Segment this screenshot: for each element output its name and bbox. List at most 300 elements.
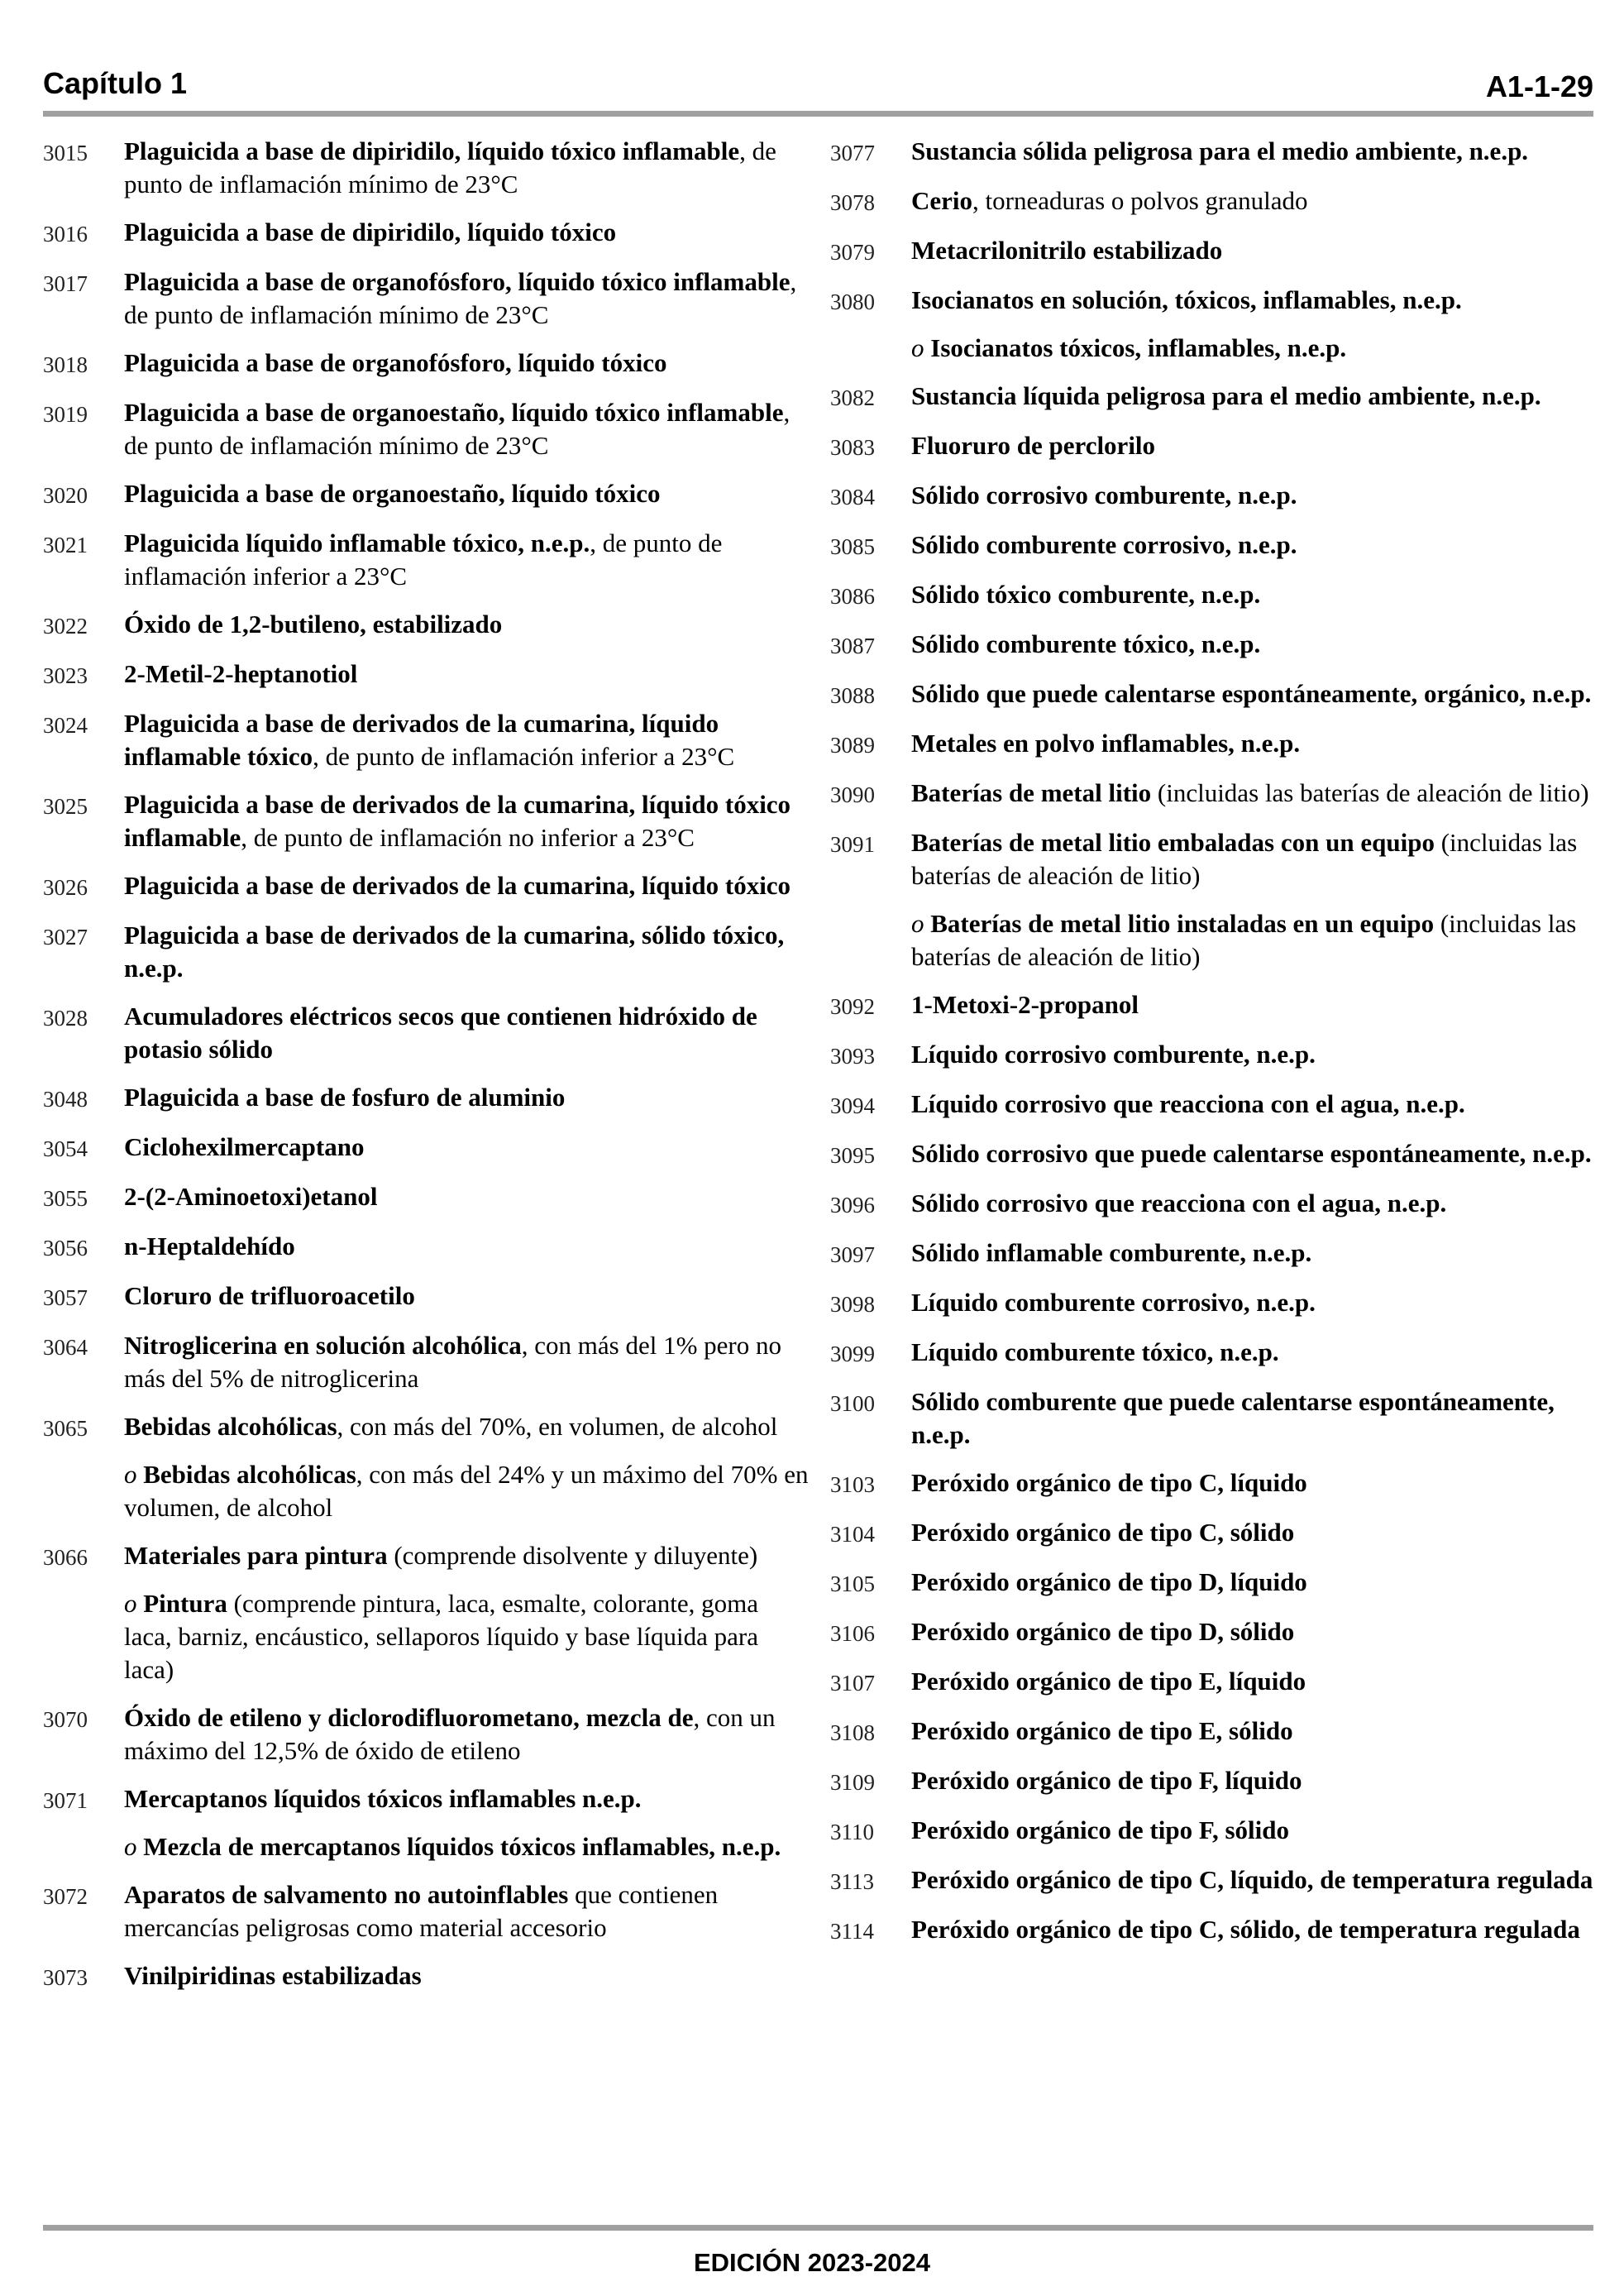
- entry-main-text: [911, 1088, 1593, 1121]
- un-number: 3113: [830, 1869, 874, 1894]
- entry-main-text: [911, 1286, 1593, 1319]
- entry-description: [124, 658, 812, 691]
- un-number: 3093: [830, 1044, 875, 1069]
- un-number: 3090: [830, 782, 875, 807]
- entry-name: Plaguicida a base de organoestaño, líquido tóxico inflamable: [124, 398, 784, 427]
- entry-main-text: [911, 677, 1593, 710]
- entry-main-text: [911, 529, 1593, 562]
- entry-description: [124, 1131, 812, 1164]
- un-entry: [830, 777, 1593, 811]
- entry-description: [911, 1385, 1593, 1452]
- un-entry: [43, 608, 812, 643]
- entry-text: (incluidas las baterías de aleación de litio): [911, 828, 1578, 890]
- un-entry: [830, 727, 1593, 762]
- un-number: 3091: [830, 832, 875, 857]
- entry-main-text: [911, 380, 1593, 413]
- un-entry: [830, 284, 1593, 365]
- un-number: 3092: [830, 994, 875, 1019]
- entry-name: Sólido inflamable comburente, n.e.p.: [911, 1238, 1312, 1267]
- entry-description: [911, 677, 1593, 710]
- entry-description: [124, 1959, 812, 1992]
- un-number: 3016: [43, 222, 88, 246]
- un-number: 3026: [43, 875, 88, 900]
- entry-description: [124, 396, 812, 462]
- entry-main-text: [124, 1701, 812, 1767]
- entry-main-text: [911, 777, 1593, 810]
- un-entry: [830, 1137, 1593, 1172]
- un-number: 3015: [43, 141, 88, 165]
- entry-main-text: [911, 727, 1593, 760]
- entry-name: Sólido tóxico comburente, n.e.p.: [911, 580, 1261, 609]
- entry-main-text: [911, 135, 1593, 168]
- un-number: 3087: [830, 634, 875, 658]
- entry-name: Metales en polvo inflamables, n.e.p.: [911, 729, 1301, 758]
- un-number: 3099: [830, 1342, 875, 1366]
- entry-description: [911, 1187, 1593, 1220]
- un-number: 3071: [43, 1788, 88, 1813]
- un-entry: [830, 1038, 1593, 1073]
- un-entry: [43, 1131, 812, 1165]
- alt-prefix: o: [124, 1832, 144, 1861]
- entry-name: Bebidas alcohólicas: [124, 1412, 337, 1441]
- entry-main-text: [911, 479, 1593, 512]
- un-entry: [43, 1329, 812, 1395]
- un-number: 3048: [43, 1087, 88, 1112]
- entry-name: Cloruro de trifluoroacetilo: [124, 1281, 415, 1310]
- entry-main-text: [911, 1336, 1593, 1369]
- page-header: [43, 60, 1593, 109]
- un-number: 3103: [830, 1472, 875, 1497]
- un-entry: [43, 396, 812, 462]
- entry-name: Plaguicida a base de derivados de la cumarina, sólido tóxico, n.e.p.: [124, 921, 785, 983]
- entry-name: 2-Metil-2-heptanotiol: [124, 659, 358, 688]
- entry-name: Sólido que puede calentarse espontáneamente, orgánico, n.e.p.: [911, 679, 1592, 708]
- un-entry: [830, 1286, 1593, 1321]
- un-number: 3080: [830, 289, 875, 314]
- entry-name: Plaguicida líquido inflamable tóxico, n.e.p.: [124, 529, 590, 557]
- entry-main-text: [124, 1280, 812, 1313]
- un-number: 3020: [43, 483, 88, 508]
- un-entry: [43, 1782, 812, 1863]
- entry-main-text: [911, 1665, 1593, 1698]
- entry-text: , con más del 24% y un máximo del 70% en volumen, de alcohol: [124, 1460, 809, 1522]
- entry-description: [124, 788, 812, 854]
- entry-main-text: [911, 1137, 1593, 1170]
- entry-main-text: [124, 608, 812, 641]
- entry-name: Aparatos de salvamento no autoinflables: [124, 1880, 569, 1909]
- entry-description: [911, 1764, 1593, 1797]
- entry-main-text: [911, 1385, 1593, 1452]
- entry-description: [124, 919, 812, 985]
- entry-main-text: [124, 919, 812, 985]
- entry-name: Mercaptanos líquidos tóxicos inflamables n.e.p.: [124, 1784, 642, 1813]
- entry-description: [911, 1466, 1593, 1500]
- entry-main-text: [124, 216, 812, 249]
- entry-main-text: [124, 1539, 812, 1572]
- entry-name: Peróxido orgánico de tipo F, sólido: [911, 1815, 1289, 1844]
- entry-text: , torneaduras o polvos granulado: [972, 186, 1308, 215]
- un-entry: [43, 658, 812, 692]
- un-entry: [830, 1814, 1593, 1849]
- entry-description: [911, 1236, 1593, 1270]
- entry-description: [911, 1715, 1593, 1748]
- un-number: 3054: [43, 1136, 88, 1161]
- entry-main-text: [911, 988, 1593, 1021]
- un-number: 3024: [43, 713, 88, 738]
- entry-name: Óxido de etileno y diclorodifluorometano, mezcla de: [124, 1703, 694, 1732]
- un-number: 3088: [830, 683, 875, 708]
- entry-description: [911, 1863, 1593, 1897]
- entry-name: Sustancia sólida peligrosa para el medio ambiente, n.e.p.: [911, 136, 1529, 165]
- un-entry: [43, 1410, 812, 1524]
- un-number: 3105: [830, 1571, 875, 1596]
- entry-main-text: [124, 1782, 812, 1815]
- un-number: 3096: [830, 1193, 875, 1217]
- entry-main-text: [124, 135, 812, 201]
- entry-text: (incluidas las baterías de aleación de litio): [911, 909, 1577, 971]
- un-number: 3094: [830, 1093, 875, 1118]
- un-number: 3021: [43, 533, 88, 557]
- un-entry: [43, 216, 812, 251]
- entry-name: Líquido comburente tóxico, n.e.p.: [911, 1337, 1279, 1366]
- entry-name: Peróxido orgánico de tipo F, líquido: [911, 1766, 1302, 1795]
- un-number: 3095: [830, 1143, 875, 1168]
- entry-description: [911, 284, 1593, 365]
- un-entry: [43, 135, 812, 201]
- un-number: 3089: [830, 733, 875, 758]
- un-number: 3097: [830, 1242, 875, 1267]
- entry-name: Isocianatos tóxicos, inflamables, n.e.p.: [930, 333, 1347, 362]
- un-number: 3072: [43, 1884, 88, 1909]
- entry-main-text: [124, 1230, 812, 1263]
- entry-description: [124, 608, 812, 641]
- entry-main-text: [911, 578, 1593, 611]
- alt-prefix: o: [124, 1460, 144, 1489]
- entry-name: Líquido corrosivo comburente, n.e.p.: [911, 1040, 1316, 1069]
- entry-main-text: [911, 1913, 1593, 1946]
- un-entry: [830, 1863, 1593, 1898]
- un-entry: [43, 788, 812, 854]
- un-number: 3018: [43, 352, 88, 377]
- alt-prefix: o: [911, 333, 931, 362]
- entry-text: , de punto de inflamación mínimo de 23°C: [124, 398, 791, 460]
- alt-prefix: o: [911, 909, 931, 938]
- entry-main-text: [911, 234, 1593, 267]
- entry-name: Peróxido orgánico de tipo D, líquido: [911, 1567, 1307, 1596]
- entry-description: [911, 1913, 1593, 1946]
- un-number: 3109: [830, 1770, 875, 1795]
- un-entry: [830, 1336, 1593, 1370]
- un-entry: [43, 477, 812, 512]
- entry-main-text: [124, 658, 812, 691]
- un-number: 3082: [830, 385, 875, 410]
- un-number: 3066: [43, 1545, 88, 1570]
- un-entry: [830, 135, 1593, 170]
- entry-name: Bebidas alcohólicas: [143, 1460, 356, 1489]
- un-number: 3085: [830, 534, 875, 559]
- entry-description: [124, 1878, 812, 1944]
- entry-name: Baterías de metal litio: [911, 778, 1152, 807]
- entry-description: [124, 1280, 812, 1313]
- entry-main-text: [911, 1516, 1593, 1549]
- entry-description: [124, 265, 812, 332]
- un-entry: [830, 628, 1593, 662]
- entry-name: Peróxido orgánico de tipo C, sólido, de temperatura regulada: [911, 1915, 1580, 1944]
- entry-name: Peróxido orgánico de tipo C, sólido: [911, 1518, 1295, 1547]
- entry-name: Plaguicida a base de organofósforo, líquido tóxico: [124, 348, 667, 377]
- un-number: 3023: [43, 663, 88, 688]
- entry-description: [911, 1286, 1593, 1319]
- un-entry: [830, 1385, 1593, 1452]
- entry-main-text: [124, 1959, 812, 1992]
- entry-name: Plaguicida a base de derivados de la cumarina, líquido tóxico: [124, 871, 791, 900]
- un-entry: [830, 1615, 1593, 1650]
- entry-description: [911, 380, 1593, 413]
- entry-main-text: [911, 826, 1593, 892]
- un-number: 3022: [43, 614, 88, 639]
- entry-name: Plaguicida a base de fosfuro de aluminio: [124, 1083, 566, 1112]
- entry-description: [124, 1230, 812, 1263]
- entry-name: Sólido corrosivo comburente, n.e.p.: [911, 481, 1297, 509]
- entry-name: Sólido comburente tóxico, n.e.p.: [911, 629, 1261, 658]
- entry-description: [911, 988, 1593, 1021]
- un-number: 3056: [43, 1236, 88, 1260]
- entry-description: [911, 1814, 1593, 1847]
- entry-description: [911, 1615, 1593, 1648]
- un-number: 3027: [43, 925, 88, 949]
- entry-name: n-Heptaldehído: [124, 1232, 295, 1260]
- entry-main-text: [911, 429, 1593, 462]
- un-entry: [830, 1516, 1593, 1551]
- entry-main-text: [911, 1236, 1593, 1270]
- entry-description: [911, 777, 1593, 810]
- entry-name: Isocianatos en solución, tóxicos, inflamables, n.e.p.: [911, 285, 1462, 314]
- un-entry: [830, 1913, 1593, 1948]
- entry-description: [124, 216, 812, 249]
- entry-main-text: [124, 1878, 812, 1944]
- un-number: 3065: [43, 1416, 88, 1441]
- entry-main-text: [911, 1715, 1593, 1748]
- entry-text: , con más del 70%, en volumen, de alcohol: [337, 1412, 778, 1441]
- entry-description: [911, 628, 1593, 661]
- right-column: [830, 135, 1593, 1963]
- entry-description: [911, 578, 1593, 611]
- un-number: 3086: [830, 584, 875, 609]
- un-number: 3028: [43, 1006, 88, 1031]
- un-entry: [43, 347, 812, 381]
- entry-name: Plaguicida a base de dipiridilo, líquido tóxico inflamable: [124, 136, 740, 165]
- entry-name: Sólido comburente corrosivo, n.e.p.: [911, 530, 1297, 559]
- entry-description: [911, 1566, 1593, 1599]
- entry-description: [911, 184, 1593, 218]
- entry-main-text: [124, 788, 812, 854]
- un-entry: [43, 1081, 812, 1116]
- entry-name: Sólido corrosivo que puede calentarse espontáneamente, n.e.p.: [911, 1139, 1592, 1168]
- un-number: 3107: [830, 1671, 875, 1696]
- entry-text: que contienen mercancías peligrosas como material accesorio: [124, 1880, 719, 1942]
- entry-name: Mezcla de mercaptanos líquidos tóxicos inflamables, n.e.p.: [143, 1832, 781, 1861]
- entry-description: [911, 234, 1593, 267]
- entry-text: (comprende pintura, laca, esmalte, colorante, goma laca, barniz, encáustico, sellaporos líquido y base líquida para laca): [124, 1589, 758, 1684]
- entry-alternative: [911, 332, 1593, 365]
- entry-name: Peróxido orgánico de tipo C, líquido: [911, 1468, 1307, 1497]
- entry-name: Vinilpiridinas estabilizadas: [124, 1961, 422, 1990]
- entry-description: [124, 1329, 812, 1395]
- un-number: 3070: [43, 1707, 88, 1732]
- entry-name: Peróxido orgánico de tipo E, sólido: [911, 1716, 1293, 1745]
- entry-name: 2-(2-Aminoetoxi)etanol: [124, 1182, 378, 1211]
- entry-name: 1-Metoxi-2-propanol: [911, 990, 1139, 1019]
- un-entry: [830, 1566, 1593, 1600]
- entry-name: Materiales para pintura: [124, 1541, 388, 1570]
- entry-name: Sólido comburente que puede calentarse espontáneamente, n.e.p.: [911, 1387, 1555, 1449]
- entry-text: , de punto de inflamación mínimo de 23°C: [124, 136, 776, 199]
- entry-description: [911, 529, 1593, 562]
- un-entry: [43, 919, 812, 985]
- entry-description: [911, 826, 1593, 973]
- entry-main-text: [124, 265, 812, 332]
- un-entry: [830, 479, 1593, 514]
- entry-main-text: [124, 707, 812, 773]
- un-entry: [830, 677, 1593, 712]
- entry-name: Líquido corrosivo que reacciona con el agua, n.e.p.: [911, 1089, 1465, 1118]
- entry-text: (comprende disolvente y diluyente): [387, 1541, 758, 1570]
- entry-name: Plaguicida a base de organofósforo, líquido tóxico inflamable: [124, 267, 791, 296]
- entry-description: [124, 477, 812, 510]
- entry-main-text: [124, 1131, 812, 1164]
- entry-alternative: [911, 907, 1593, 973]
- entry-alternative: [124, 1458, 812, 1524]
- page-number: A1-1-29: [1485, 69, 1593, 103]
- entry-name: Fluoruro de perclorilo: [911, 431, 1156, 460]
- entry-name: Sólido corrosivo que reacciona con el agua, n.e.p.: [911, 1189, 1447, 1217]
- un-number: 3017: [43, 271, 88, 296]
- un-entry: [830, 826, 1593, 973]
- entry-description: [911, 429, 1593, 462]
- entry-main-text: [911, 1764, 1593, 1797]
- entry-description: [911, 1137, 1593, 1170]
- entry-description: [124, 1539, 812, 1686]
- entry-name: Líquido comburente corrosivo, n.e.p.: [911, 1288, 1316, 1317]
- un-entry: [830, 1187, 1593, 1222]
- entry-main-text: [124, 477, 812, 510]
- un-entry: [830, 429, 1593, 464]
- entry-name: Óxido de 1,2-butileno, estabilizado: [124, 610, 503, 639]
- un-entry: [830, 1466, 1593, 1501]
- entry-main-text: [911, 1566, 1593, 1599]
- entry-description: [124, 1701, 812, 1767]
- entry-main-text: [911, 1615, 1593, 1648]
- un-number: 3025: [43, 794, 88, 819]
- un-entry: [830, 184, 1593, 219]
- entry-description: [124, 707, 812, 773]
- entry-name: Plaguicida a base de dipiridilo, líquido tóxico: [124, 218, 617, 246]
- entry-main-text: [911, 1466, 1593, 1500]
- entry-name: Pintura: [143, 1589, 227, 1618]
- un-entry: [43, 1539, 812, 1686]
- entry-name: Baterías de metal litio instaladas en un equipo: [930, 909, 1435, 938]
- entry-description: [911, 135, 1593, 168]
- un-number: 3100: [830, 1391, 875, 1416]
- entry-description: [124, 1081, 812, 1114]
- entry-main-text: [124, 1410, 812, 1443]
- un-entry: [830, 380, 1593, 414]
- entry-main-text: [911, 1187, 1593, 1220]
- entry-description: [124, 135, 812, 201]
- entry-main-text: [911, 284, 1593, 317]
- entry-main-text: [911, 1038, 1593, 1071]
- un-entry: [830, 234, 1593, 269]
- entry-main-text: [124, 527, 812, 593]
- un-entry: [43, 869, 812, 904]
- entry-name: Cerio: [911, 186, 973, 215]
- entry-text: , de punto de inflamación inferior a 23°C: [124, 529, 723, 591]
- un-entry: [43, 1701, 812, 1767]
- entry-name: Plaguicida a base de derivados de la cumarina, líquido tóxico inflamable: [124, 790, 791, 852]
- entry-description: [124, 347, 812, 380]
- un-number: 3078: [830, 190, 875, 215]
- entry-main-text: [124, 1000, 812, 1066]
- entry-description: [911, 1665, 1593, 1698]
- entry-main-text: [124, 396, 812, 462]
- un-entry: [43, 1878, 812, 1944]
- un-number: 3073: [43, 1965, 88, 1990]
- un-number: 3084: [830, 485, 875, 509]
- entry-description: [124, 1180, 812, 1213]
- un-entry: [43, 1280, 812, 1314]
- entry-description: [911, 479, 1593, 512]
- entry-main-text: [124, 347, 812, 380]
- entry-main-text: [124, 1081, 812, 1114]
- entry-name: Peróxido orgánico de tipo C, líquido, de temperatura regulada: [911, 1865, 1593, 1894]
- un-entry: [830, 578, 1593, 613]
- un-number: 3079: [830, 240, 875, 265]
- entry-main-text: [124, 1329, 812, 1395]
- entry-name: Acumuladores eléctricos secos que contienen hidróxido de potasio sólido: [124, 1002, 757, 1064]
- entry-description: [124, 1410, 812, 1524]
- un-entry: [830, 1236, 1593, 1271]
- un-entry: [43, 1000, 812, 1066]
- un-number: 3077: [830, 141, 875, 165]
- entry-description: [124, 1000, 812, 1066]
- entry-main-text: [911, 628, 1593, 661]
- entry-description: [124, 1782, 812, 1863]
- entry-name: Baterías de metal litio embaladas con un equipo: [911, 828, 1435, 857]
- un-number: 3106: [830, 1621, 875, 1646]
- entry-description: [911, 1038, 1593, 1071]
- entry-alternative: [124, 1587, 812, 1686]
- un-number: 3064: [43, 1335, 88, 1360]
- un-entry: [43, 265, 812, 332]
- entry-alternative: [124, 1830, 812, 1863]
- un-number: 3108: [830, 1720, 875, 1745]
- entry-description: [124, 527, 812, 593]
- entry-main-text: [911, 1863, 1593, 1897]
- entry-name: Plaguicida a base de organoestaño, líquido tóxico: [124, 479, 661, 508]
- un-number: 3104: [830, 1522, 875, 1547]
- footer-rule: [43, 2225, 1593, 2231]
- entry-text: , de punto de inflamación mínimo de 23°C: [124, 267, 797, 329]
- un-entry: [830, 988, 1593, 1023]
- entry-name: Plaguicida a base de derivados de la cumarina, líquido inflamable tóxico: [124, 709, 719, 771]
- un-number: 3057: [43, 1285, 88, 1310]
- un-number: 3098: [830, 1292, 875, 1317]
- entry-text: , de punto de inflamación inferior a 23°C: [313, 742, 735, 771]
- header-rule: [43, 111, 1593, 117]
- entry-name: Peróxido orgánico de tipo E, líquido: [911, 1667, 1306, 1696]
- entry-description: [911, 1088, 1593, 1121]
- un-entry: [830, 1715, 1593, 1749]
